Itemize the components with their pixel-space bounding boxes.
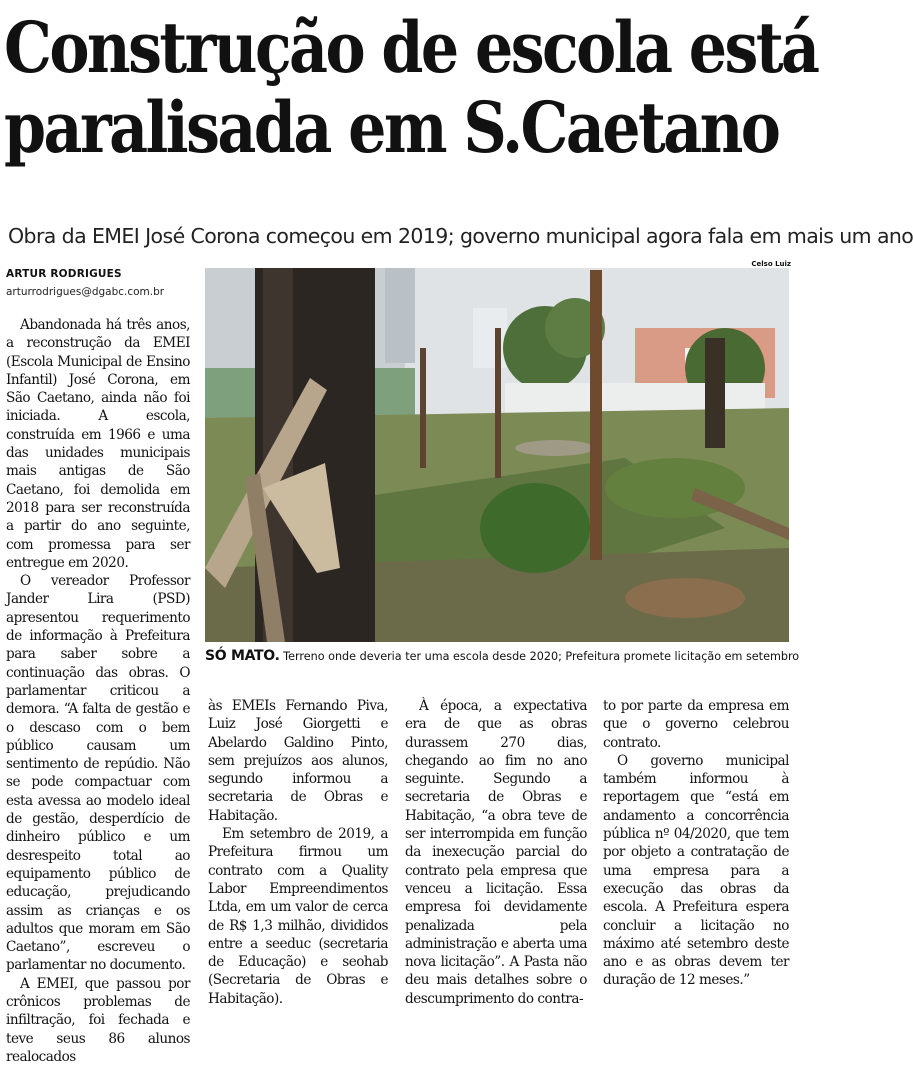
- paragraph: O vereador Professor Jander Lira (PSD) apresentou requerimento de informação à Prefeitura para saber sobre a continuação das obras. O parlamentar criticou a demora. “A falta de gestão e o descaso com o bem público causam um sentimento de repúdio. Não se pode compactuar com esta avessa ao modelo ideal de gestão, desperdício de dinheiro público e um desrespeito total ao equipamento público de educação, prejudicando assim as crianças e os adultos que moram em São Caetano”, escreveu o parlamentar no documento.: [6, 573, 190, 974]
- paragraph: Abandonada há três anos, a reconstrução da EMEI (Escola Municipal de Ensino Infantil) José Corona, em São Caetano, ainda não foi iniciada. A escola, construída em 1966 e uma das unidades municipais mais antigas de São Caetano, foi demolida em 2018 para ser reconstruída a partir do ano seguinte, com promessa para ser entregue em 2020.: [6, 317, 190, 571]
- paragraph: O governo municipal também informou à reportagem que “está em andamento a concorrência pública nº 04/2020, que tem por objeto a contratação de uma empresa para a execução das obras da escola. A Prefeitura espera concluir a licitação no máximo até setembro deste ano e as obras devem ter duração de 12 meses.”: [603, 752, 789, 989]
- photo-credit: Celso Luiz: [751, 260, 791, 268]
- subheadline: Obra da EMEI José Corona começou em 2019; governo municipal agora fala em mais um ano: [8, 224, 913, 248]
- paragraph: to por parte da empresa em que o governo celebrou contrato.: [603, 698, 789, 751]
- paragraph: Em setembro de 2019, a Prefeitura firmou um contrato com a Quality Labor Empreendimentos Ltda, em um valor de cerca de R$ 1,3 milhão, divididos entre a seeduc (secretaria de Educação) e seohab (Secretaria de Obras e Habitação).: [208, 826, 388, 1007]
- headline-line-2: paralisada em S.Caetano: [4, 86, 779, 169]
- photo-caption: [205, 648, 805, 664]
- article-photo: [205, 268, 789, 642]
- body-column-3: [405, 697, 587, 1008]
- body-column-4: [603, 697, 789, 990]
- paragraph: A EMEI, que passou por crônicos problemas de infiltração, foi fechada e teve seus 86 alunos realocados: [6, 975, 190, 1065]
- paragraph: À época, a expectativa era de que as obras durassem 270 dias, chegando ao fim no ano seguinte. Segundo a secretaria de Obras e Habitação, “a obra teve de ser interrompida em função da inexecução parcial do contrato pela empresa que venceu a licitação. Essa empresa foi devidamente penalizada pela administração e aberta uma nova licitação”. A Pasta não deu mais detalhes sobre o descumprimento do contra-: [405, 698, 587, 1007]
- caption-text: Terreno onde deveria ter uma escola desde 2020; Prefeitura promete licitação em setembro: [283, 650, 800, 663]
- caption-tag: SÓ MATO.: [205, 648, 280, 664]
- body-column-2: [208, 697, 388, 1008]
- author-name: ARTUR RODRIGUES: [6, 268, 122, 280]
- body-column-1: [6, 316, 190, 1066]
- paragraph: às EMEIs Fernando Piva, Luiz José Giorgetti e Abelardo Galdino Pinto, sem prejuízos aos alunos, segundo informou a secretaria de Obras e Habitação.: [208, 698, 388, 824]
- author-email: arturrodrigues@dgabc.com.br: [6, 286, 165, 298]
- headline: [4, 6, 818, 169]
- headline-line-1: Construção de escola está: [4, 6, 818, 89]
